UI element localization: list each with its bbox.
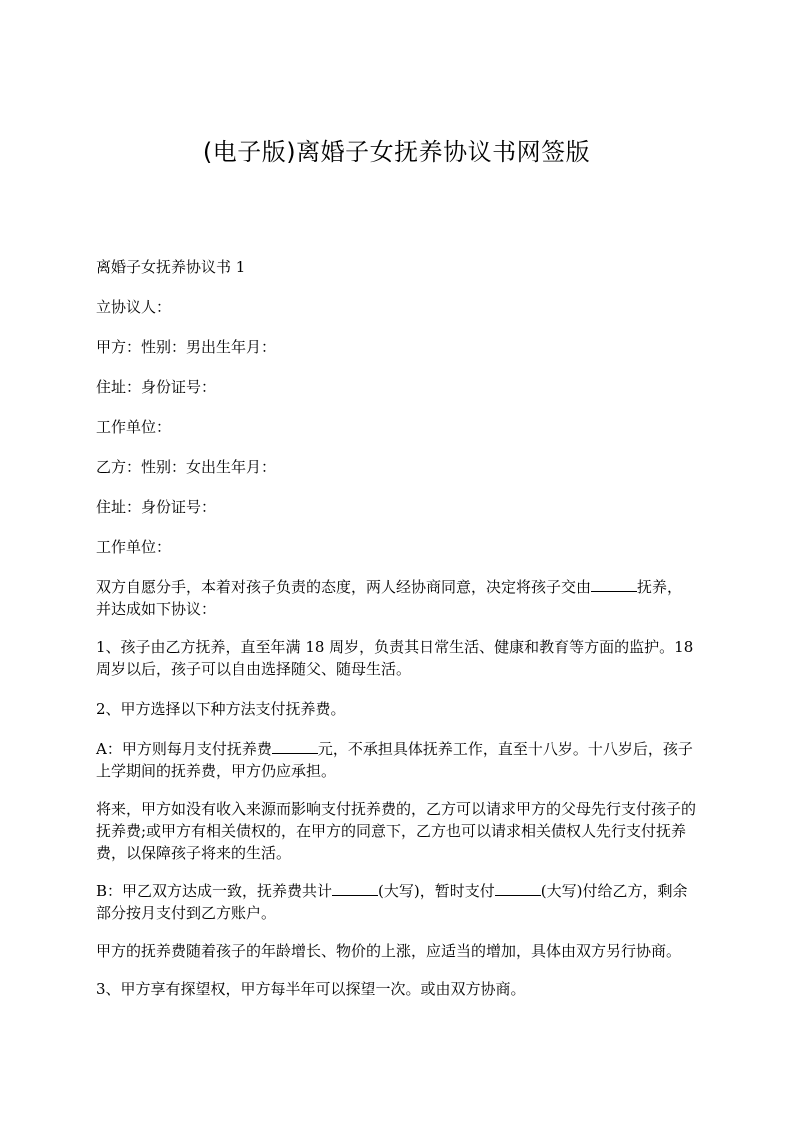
advance-amount-blank	[495, 881, 541, 896]
clause-3: 3、甲方享有探望权，甲方每半年可以探望一次。或由双方协商。	[96, 980, 526, 998]
option-b	[96, 880, 696, 924]
party-a-address: 住址：身份证号：	[96, 378, 217, 396]
party-b-workplace: 工作单位：	[96, 538, 172, 556]
party-b-address: 住址：身份证号：	[96, 498, 217, 516]
parties-label: 立协议人：	[96, 298, 172, 316]
option-b-middle: (大写)，暂时支付	[378, 882, 495, 900]
option-a	[96, 738, 696, 782]
total-amount-blank	[332, 881, 378, 896]
document-title: (电子版)离婚子女抚养协议书网签版	[202, 138, 591, 166]
support-increase-note: 甲方的抚养费随着孩子的年龄增长、物价的上涨，应适当的增加，具体由双方另行协商。	[96, 942, 682, 960]
clause-2: 2、甲方选择以下种方法支付抚养费。	[96, 700, 346, 718]
option-a-after: 元，不承担具体抚养工作，直至十八岁。十八岁后，孩子上学期间的抚养费，甲方仍应承担。	[96, 740, 693, 780]
agreement-heading: 离婚子女抚养协议书 1	[96, 258, 246, 276]
custodian-blank	[591, 577, 637, 592]
party-a-info: 甲方：性别：男出生年月：	[96, 338, 277, 356]
agreement-intro	[96, 576, 696, 620]
option-a-before: A：甲方则每月支付抚养费	[96, 740, 272, 758]
future-support-note: 将来，甲方如没有收入来源而影响支付抚养费的，乙方可以请求甲方的父母先行支付孩子的抚养费;或甲方有相关债权的，在甲方的同意下，乙方也可以请求相关债权人先行支付抚养费，以保障孩子将来的生活。	[96, 800, 697, 862]
party-a-workplace: 工作单位：	[96, 418, 172, 436]
option-b-after: (大写)付给乙方，剩余部分按月支付到乙方账户。	[96, 882, 688, 922]
intro-text-after: 抚养，并达成如下协议：	[96, 578, 683, 618]
monthly-amount-blank	[272, 739, 318, 754]
option-b-before: B：甲乙双方达成一致，抚养费共计	[96, 882, 333, 900]
party-b-info: 乙方：性别：女出生年月：	[96, 458, 277, 476]
intro-text-before: 双方自愿分手，本着对孩子负责的态度，两人经协商同意，决定将孩子交由	[96, 578, 592, 596]
document-body	[96, 256, 696, 1018]
clause-1: 1、孩子由乙方抚养，直至年满 18 周岁，负责其日常生活、健康和教育等方面的监护。18 周岁以后，孩子可以自由选择随父、随母生活。	[96, 638, 694, 678]
